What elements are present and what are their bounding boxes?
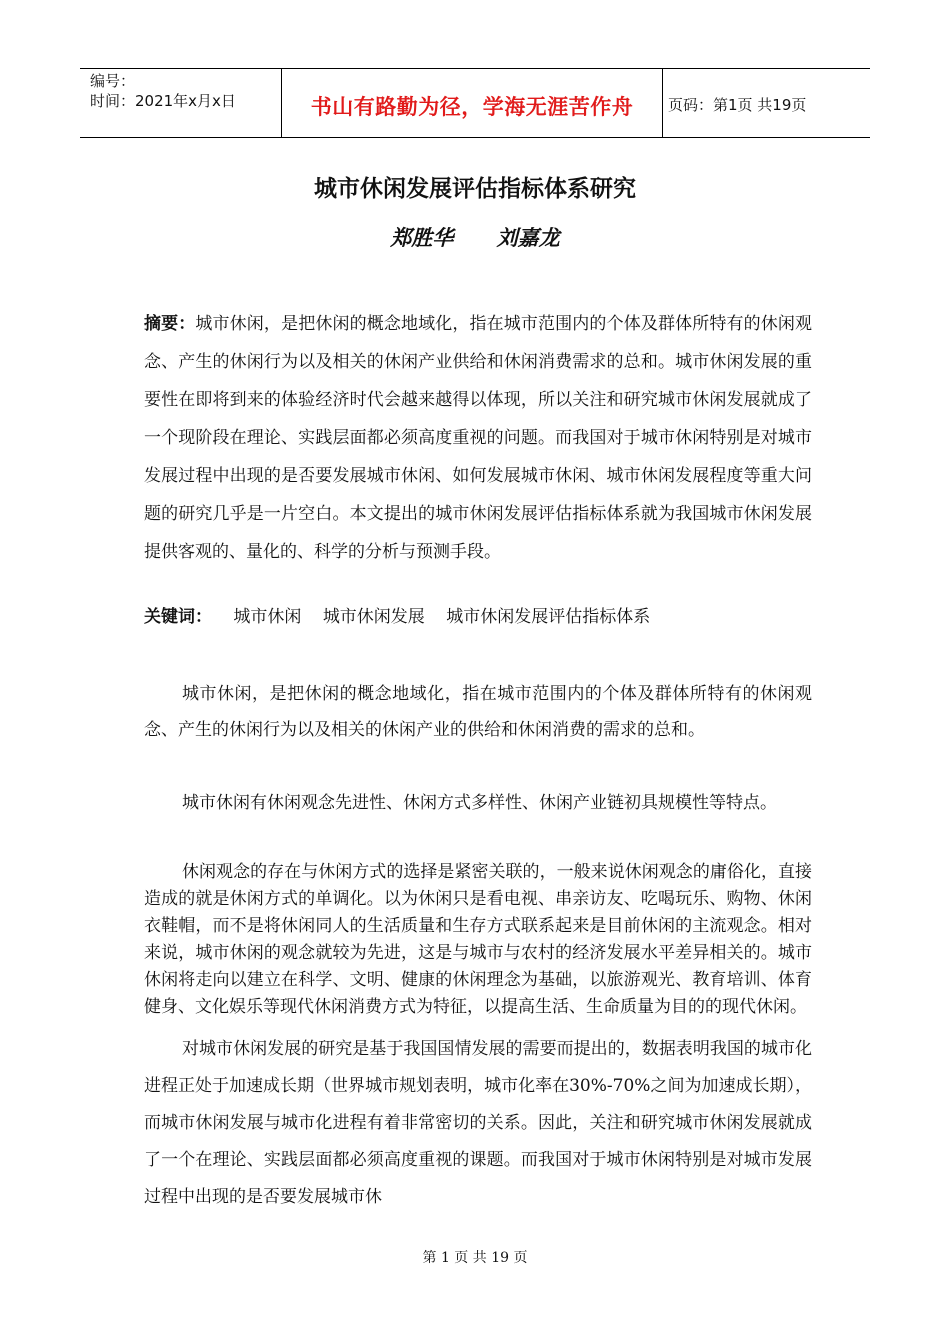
doc-title: 城市休闲发展评估指标体系研究	[314, 176, 636, 202]
keyword: 城市休闲发展	[322, 607, 425, 627]
body-paragraph: 休闲观念的存在与休闲方式的选择是紧密关联的，一般来说休闲观念的庸俗化，直接造成的就是休闲方式的单调化。以为休闲只是看电视、串亲访友、吃喝玩乐、购物、休闲衣鞋帽，而不是将休闲同人的生活质量和生存方式联系起来是目前休闲的主流观念。相对来说，城市休闲的观念就较为先进，这是与城市与农村的经济发展水平差异相关的。城市休闲将走向以建立在科学、文明、健康的休闲理念为基础，以旅游观光、教育培训、体育健身、文化娱乐等现代休闲消费方式为特征，以提高生活、生命质量为目的的现代休闲。	[144, 862, 812, 1017]
header-page-cell	[662, 69, 870, 137]
header-table	[80, 68, 870, 138]
header-page-label: 页码：第1页 共19页	[668, 96, 807, 114]
keywords-label: 关键词：	[144, 607, 212, 627]
header-motto-cell	[281, 69, 663, 137]
doc-authors	[0, 222, 950, 252]
header-meta-cell	[80, 69, 280, 137]
body-paragraph: 对城市休闲发展的研究是基于我国国情发展的需要而提出的，数据表明我国的城市化进程正处于加速成长期（世界城市规划表明，城市化率在30%-70%之间为加速成长期），而城市休闲发展与城市化进程有着非常密切的关系。因此，关注和研究城市休闲发展就成了一个在理论、实践层面都必须高度重视的课题。而我国对于城市休闲特别是对城市发展过程中出现的是否要发展城市休	[144, 1039, 812, 1207]
keyword: 城市休闲	[233, 607, 302, 627]
header-motto: 书山有路勤为径，学海无涯苦作舟	[310, 95, 634, 119]
abstract-label: 摘要：	[144, 314, 196, 334]
body-paragraph: 城市休闲，是把休闲的概念地域化，指在城市范围内的个体及群体所特有的休闲观念、产生的休闲行为以及相关的休闲产业的供给和休闲消费的需求的总和。	[144, 684, 812, 740]
author-name: 刘嘉龙	[496, 225, 560, 250]
author-name: 郑胜华	[390, 225, 454, 250]
keyword: 城市休闲发展评估指标体系	[446, 607, 651, 627]
body-paragraph: 城市休闲有休闲观念先进性、休闲方式多样性、休闲产业链初具规模性等特点。	[182, 793, 777, 813]
doc-code-label: 编号：	[90, 72, 136, 90]
keywords	[144, 604, 812, 630]
page-footer: 第 1 页 共 19 页	[422, 1250, 528, 1266]
doc-date-label: 时间：2021年x月x日	[90, 92, 236, 110]
abstract-text: 城市休闲，是把休闲的概念地域化，指在城市范围内的个体及群体所特有的休闲观念、产生的休闲行为以及相关的休闲产业供给和休闲消费需求的总和。城市休闲发展的重要性在即将到来的体验经济时代会越来越得以体现，所以关注和研究城市休闲发展就成了一个现阶段在理论、实践层面都必须高度重视的问题。而我国对于城市休闲特别是对城市发展过程中出现的是否要发展城市休闲、如何发展城市休闲、城市休闲发展程度等重大问题的研究几乎是一片空白。本文提出的城市休闲发展评估指标体系就为我国城市休闲发展提供客观的、量化的、科学的分析与预测手段。	[144, 314, 813, 562]
abstract	[144, 305, 812, 571]
